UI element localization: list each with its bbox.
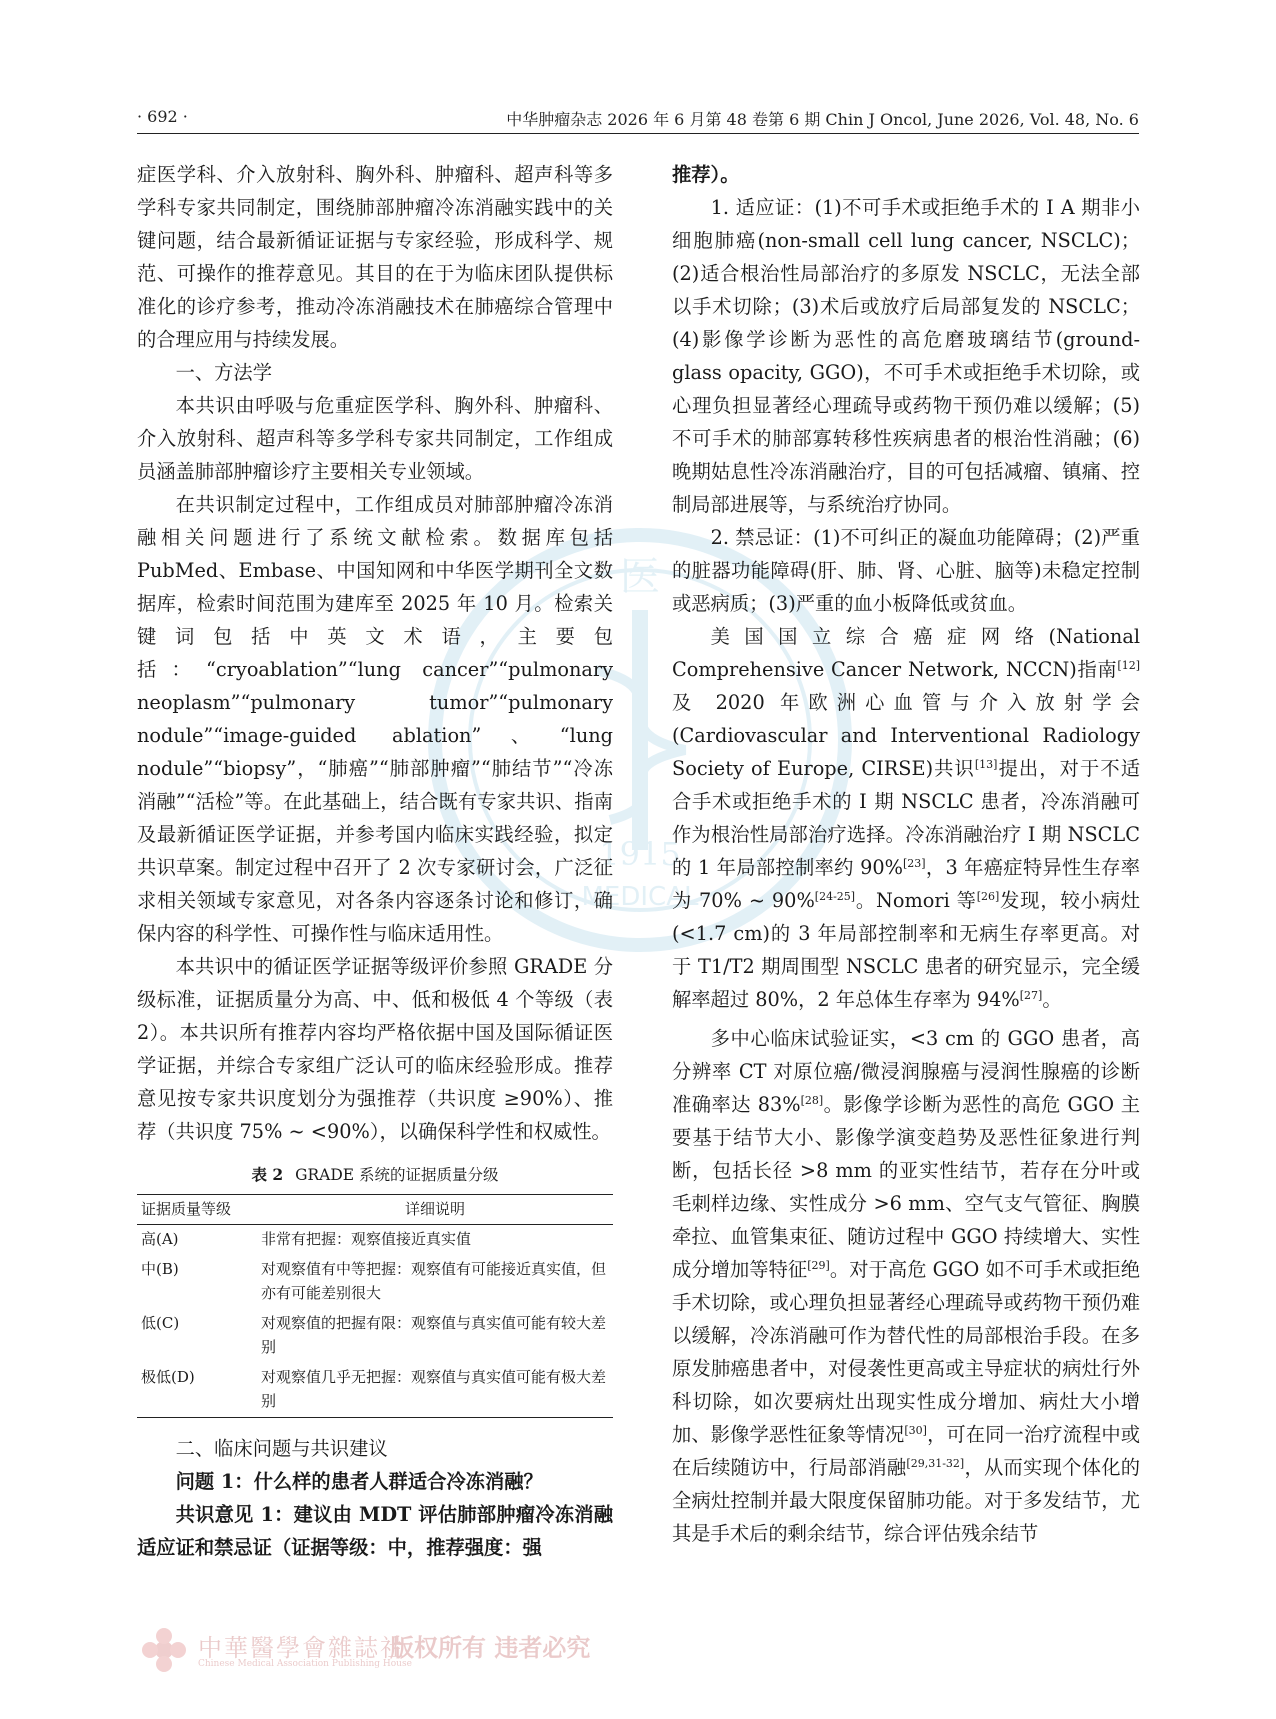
table-cell-grade: 低(C) — [141, 1314, 180, 1332]
table-cell-desc: 对观察值有中等把握：观察值有可能接近真实值，但亦有可能差别很大 — [261, 1260, 607, 1302]
section-heading-methods: 一、方法学 — [175, 361, 272, 384]
citation-ref: [28] — [800, 1094, 824, 1107]
citation-ref: [27] — [1019, 989, 1043, 1002]
table-caption — [137, 1164, 613, 1186]
citation-ref: [23] — [902, 857, 926, 870]
table-header-row — [137, 1195, 613, 1225]
publisher-name-en: Chinese Medical Association Publishing House — [198, 1659, 412, 1669]
copyright-notice: 版权所有 违者必究 — [390, 1633, 591, 1662]
indications-paragraph: 1. 适应证：(1)不可手术或拒绝手术的 Ⅰ A 期非小细胞肺癌(non-small cell lung cancer, NSCLC)；(2)适合根治性局部治疗的多原发 NSCLC，无法全部以手术切除；(3)术后或放疗后局部复发的 NSCLC；(4)影像学诊断为恶性的高危磨玻璃结节(ground-glass opacity, GGO)，不可手术或拒绝手术切除，或心理负担显著经心理疏导或药物干预仍难以缓解；(5)不可手术的肺部寡转移性疾病患者的根治性消融；(6)晚期姑息性冷冻消融治疗，目的可包括减瘤、镇痛、控制局部进展等，与系统治疗协同。 — [672, 196, 1140, 516]
table-header-grade: 证据质量等级 — [137, 1195, 257, 1225]
table-cell-desc: 非常有把握：观察值接近真实值 — [261, 1230, 472, 1248]
grade-table — [137, 1194, 613, 1418]
left-column — [137, 158, 613, 1564]
watermark-char: 医 — [620, 554, 660, 600]
table-row — [137, 1309, 613, 1363]
citation-ref: [12] — [1117, 659, 1140, 672]
watermark-text: MEDICAL — [581, 882, 699, 912]
table-header-desc: 详细说明 — [257, 1195, 613, 1225]
journal-citation: 中华肿瘤杂志 2026 年 6 月第 48 卷第 6 期 Chin J Oncol, June 2026, Vol. 48, No. 6 — [506, 110, 1139, 129]
citation-ref: [30] — [904, 1424, 927, 1437]
table-cell-desc: 对观察值的把握有限：观察值与真实值可能有较大差别 — [261, 1314, 607, 1356]
intro-paragraph: 症医学科、介入放射科、胸外科、肿瘤科、超声科等多学科专家共同制定，围绕肺部肿瘤冷冻消融实践中的关键问题，结合最新循证证据与专家经验，形成科学、规范、可操作的推荐意见。其目的在于为临床团队提供标准化的诊疗参考，推动冷冻消融技术在肺癌综合管理中的合理应用与持续发展。 — [137, 163, 613, 351]
publisher-watermark — [140, 1626, 591, 1678]
evidence-paragraph-nccn: 美国国立综合癌症网络(National Comprehensive Cancer Network, NCCN)指南[12]及 2020 年欧洲心血管与介入放射学会(Cardiovascular and Interventional Radiology Society of Europe, CIRSE)共识[13]提出，对于不适合手术或拒绝手术的 Ⅰ 期 NSCLC 患者，冷冻消融可作为根治性局部治疗选择。冷冻消融治疗 Ⅰ 期 NSCLC 的 1 年局部控制率约 90%[23]，3 年癌症特异性生存率为 70% ~ 90%[24-25]。Nomori 等[26]发现，较小病灶(<1.7 cm)的 3 年局部控制率和无病生存率更高。对于 T1/T2 期周围型 NSCLC 患者的研究显示，完全缓解率超过 80%，2 年总体生存率为 94%[27]。 — [672, 625, 1140, 1011]
question-1: 问题 1：什么样的患者人群适合冷冻消融？ — [175, 1470, 543, 1493]
methods-paragraph-3: 本共识中的循证医学证据等级评价参照 GRADE 分级标准，证据质量分为高、中、低和极低 4 个等级（表 2）。本共识所有推荐内容均严格依据中国及国际循证医学证据，并综合专家组广泛认可的临床经验形成。推荐意见按专家共识度划分为强推荐（共识度 ≥90%）、推荐（共识度 75% ~ <90%），以确保科学性和权威性。 — [137, 955, 613, 1143]
evidence-paragraph-ggo: 多中心临床试验证实，<3 cm 的 GGO 患者，高分辨率 CT 对原位癌/微浸润腺癌与浸润性腺癌的诊断准确率达 83%[28]。影像学诊断为恶性的高危 GGO 主要基于结节大小、影像学演变趋势及恶性征象进行判断，包括长径 >8 mm 的亚实性结节，若存在分叶或毛刺样边缘、实性成分 >6 mm、空气支气管征、胸膜牵拉、血管集束征、随访过程中 GGO 持续增大、实性成分增加等特征[29]。对于高危 GGO 如不可手术或拒绝手术切除，或心理负担显著经心理疏导或药物干预仍难以缓解，冷冻消融可作为替代性的局部根治手段。在多原发肺癌患者中，对侵袭性更高或主导症状的病灶行外科切除，如次要病灶出现实性成分增加、病灶大小增加、影像学恶性征象等情况[30]，可在同一治疗流程中或在后续随访中，行局部消融[29,31-32]，从而实现个体化的全病灶控制并最大限度保留肺功能。对于多发结节，尤其是手术后的剩余结节，综合评估残余结节 — [672, 1027, 1141, 1545]
section-heading-clinical: 二、临床问题与共识建议 — [175, 1437, 388, 1460]
table-row — [137, 1255, 613, 1309]
consensus-1-continued: 推荐）。 — [672, 163, 740, 186]
table-cell-grade: 高(A) — [141, 1230, 179, 1248]
citation-ref: [26] — [976, 890, 1000, 903]
table-number: 表 2 — [251, 1165, 284, 1184]
running-header — [137, 103, 1139, 134]
citation-ref: [29,31-32] — [906, 1457, 965, 1470]
table-row — [137, 1225, 613, 1256]
publisher-name: 中華醫學會雜誌社 — [198, 1634, 406, 1662]
flower-logo-icon — [140, 1626, 188, 1674]
methods-paragraph-1: 本共识由呼吸与危重症医学科、胸外科、肿瘤科、介入放射科、超声科等多学科专家共同制定，工作组成员涵盖肺部肿瘤诊疗主要相关专业领域。 — [137, 394, 613, 483]
page-number: · 692 · — [137, 107, 188, 126]
methods-paragraph-2: 在共识制定过程中，工作组成员对肺部肿瘤冷冻消融相关问题进行了系统文献检索。数据库包括 PubMed、Embase、中国知网和中华医学期刊全文数据库，检索时间范围为建库至 2025 年 10 月。检索关键词包括中英文术语，主要包括：“cryoablation”“lung cancer”“pulmonary neoplasm”“pulmonary tumor”“pulmonary nodule”“image-guided ablation”、“lung nodule”“biopsy”，“肺癌”“肺部肿瘤”“肺结节”“冷冻消融”“活检”等。在此基础上，结合既有专家共识、指南及最新循证医学证据，并参考国内临床实践经验，拟定共识草案。制定过程中召开了 2 次专家研讨会，广泛征求相关领域专家意见，对各条内容逐条讨论和修订，确保内容的科学性、可操作性与临床适用性。 — [137, 493, 613, 945]
citation-ref: [29] — [807, 1259, 830, 1272]
table-row — [137, 1363, 613, 1418]
table-cell-grade: 极低(D) — [137, 1363, 257, 1418]
table-cell-grade: 中(B) — [141, 1260, 179, 1278]
citation-ref: [24-25] — [814, 890, 856, 903]
table-title: GRADE 系统的证据质量分级 — [295, 1166, 499, 1184]
watermark-year: 1915 — [599, 835, 681, 873]
citation-ref: [13] — [974, 758, 998, 771]
table-cell-desc: 对观察值几乎无把握：观察值与真实值可能有极大差别 — [257, 1363, 613, 1418]
consensus-1: 共识意见 1：建议由 MDT 评估肺部肿瘤冷冻消融适应证和禁忌证（证据等级：中，推荐强度：强 — [137, 1503, 613, 1559]
right-column — [672, 158, 1140, 1550]
contraindications-paragraph: 2. 禁忌证：(1)不可纠正的凝血功能障碍；(2)严重的脏器功能障碍(肝、肺、肾、心脏、脑等)未稳定控制或恶病质；(3)严重的血小板降低或贫血。 — [672, 526, 1140, 615]
